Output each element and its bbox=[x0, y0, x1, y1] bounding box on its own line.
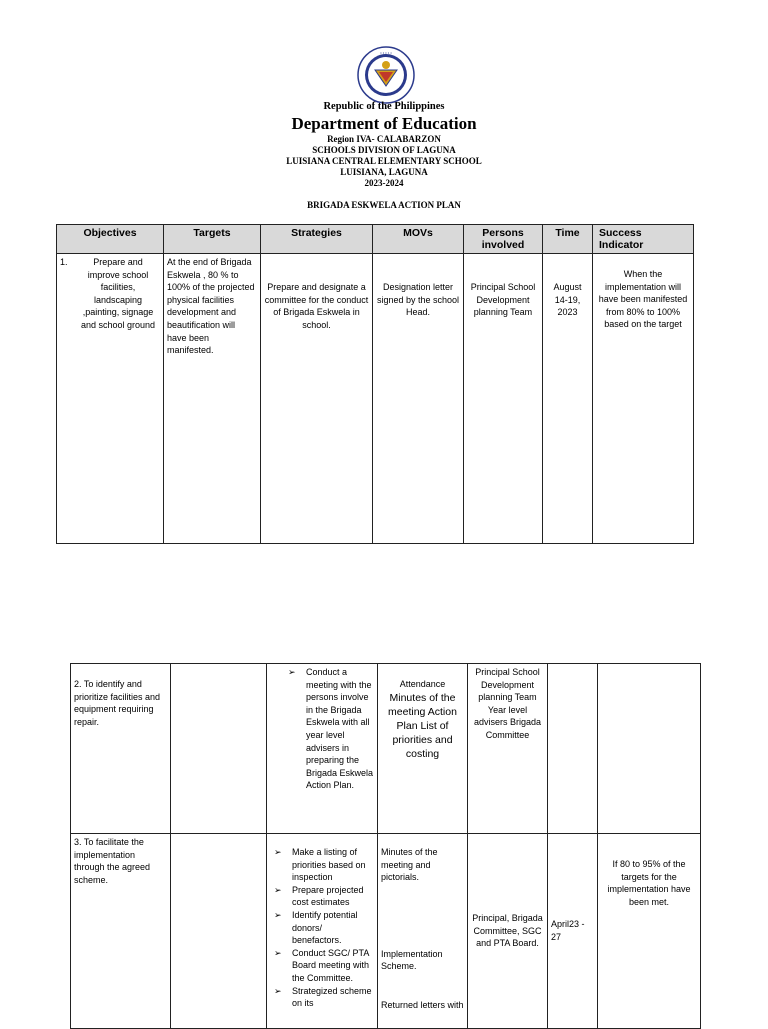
plan-title: BRIGADA ESKWELA ACTION PLAN bbox=[307, 200, 461, 210]
header-success-indicator: Success Indicator bbox=[593, 225, 694, 254]
division-label: SCHOOLS DIVISION OF LAGUNA bbox=[312, 145, 456, 155]
mov-text: Minutes of the meeting Action Plan List of priorities and costing bbox=[388, 691, 457, 760]
mov-cell bbox=[378, 664, 468, 834]
mov-text: Attendance bbox=[399, 679, 446, 689]
persons-cell bbox=[464, 254, 543, 544]
objective-text: Prepare and improve school facilities, landscaping ,painting, signage and school ground bbox=[80, 257, 156, 330]
table-row bbox=[71, 664, 701, 834]
header-targets: Targets bbox=[164, 225, 261, 254]
strategy-cell bbox=[267, 664, 378, 834]
department-title: Department of Education bbox=[291, 114, 477, 133]
table-header-row bbox=[57, 225, 694, 254]
indicator-cell bbox=[598, 834, 701, 1029]
school-year-label: 2023-2024 bbox=[364, 178, 404, 188]
time-cell bbox=[543, 254, 593, 544]
school-label: LUISIANA CENTRAL ELEMENTARY SCHOOL bbox=[286, 156, 482, 166]
time-text: August 14-19, 2023 bbox=[553, 282, 582, 318]
action-plan-table-2 bbox=[70, 663, 701, 1029]
indicator-cell bbox=[598, 664, 701, 834]
mov-text: Returned letters with bbox=[381, 999, 464, 1010]
location-label: LUISIANA, LAGUNA bbox=[340, 167, 428, 177]
mov-text: Implementation Scheme. bbox=[381, 948, 443, 972]
objective-cell bbox=[71, 664, 171, 834]
table-row bbox=[71, 834, 701, 1029]
strategy-item: ➢ Make a listing of priorities based on inspection bbox=[292, 846, 374, 884]
indicator-text: If 80 to 95% of the targets for the implementation have been met. bbox=[607, 859, 691, 907]
mov-text: Minutes of the meeting and pictorials. bbox=[381, 847, 438, 883]
strategy-item: ➢ Conduct a meeting with the persons involve in the Brigada Eskwela with all year level advisers in preparing the Brigada Eskwela Action Plan. bbox=[306, 666, 374, 792]
header-strategies: Strategies bbox=[261, 225, 373, 254]
persons-text: Principal School Development planning Team bbox=[470, 282, 536, 318]
time-cell: April23 - 27 bbox=[548, 834, 598, 1029]
action-plan-table-1 bbox=[56, 224, 694, 544]
header-objectives: Objectives bbox=[57, 225, 164, 254]
strategy-item: ➢ Conduct SGC/ PTA Board meeting with the Committee. bbox=[292, 947, 374, 985]
objective-number: 1. bbox=[60, 257, 68, 267]
indicator-text: When the implementation will have been manifested from 80% to 100% based on the target bbox=[598, 269, 688, 330]
target-cell: At the end of Brigada Eskwela , 80 % to 100% of the projected physical facilities development and beautification will have been manifested. bbox=[164, 254, 261, 544]
time-cell bbox=[548, 664, 598, 834]
strategy-text: Prepare and designate a committee for the conduct of Brigada Eskwela in school. bbox=[264, 282, 369, 330]
svg-text:• • • • •: • • • • • bbox=[380, 50, 392, 55]
mov-cell bbox=[378, 834, 468, 1029]
strategy-item: ➢ Prepare projected cost estimates bbox=[292, 884, 374, 909]
header-time: Time bbox=[543, 225, 593, 254]
target-cell bbox=[171, 664, 267, 834]
mov-text: Designation letter signed by the school Head. bbox=[376, 282, 460, 318]
persons-cell: Principal, Brigada Committee, SGC and PTA Board. bbox=[468, 834, 548, 1029]
mov-cell bbox=[373, 254, 464, 544]
table-row bbox=[57, 254, 694, 544]
header-movs: MOVs bbox=[373, 225, 464, 254]
target-cell bbox=[171, 834, 267, 1029]
strategy-item: ➢ Identify potential donors/ benefactors. bbox=[292, 909, 374, 947]
indicator-cell bbox=[593, 254, 694, 544]
region-label: Region IVA- CALABARZON bbox=[327, 134, 441, 144]
strategy-cell bbox=[261, 254, 373, 544]
header-persons-involved: Persons involved bbox=[464, 225, 543, 254]
objective-cell bbox=[57, 254, 164, 544]
strategy-cell bbox=[267, 834, 378, 1029]
deped-seal-icon bbox=[357, 46, 415, 104]
republic-label: Republic of the Philippines bbox=[323, 101, 445, 112]
persons-cell: Principal School Development planning Team Year level advisers Brigada Committee bbox=[468, 664, 548, 834]
strategy-item: ➢ Strategized scheme on its bbox=[292, 985, 374, 1010]
objective-cell: 3. To facilitate the implementation through the agreed scheme. bbox=[71, 834, 171, 1029]
objective-text: 2. To identify and prioritize facilities and equipment requiring repair. bbox=[74, 679, 161, 727]
